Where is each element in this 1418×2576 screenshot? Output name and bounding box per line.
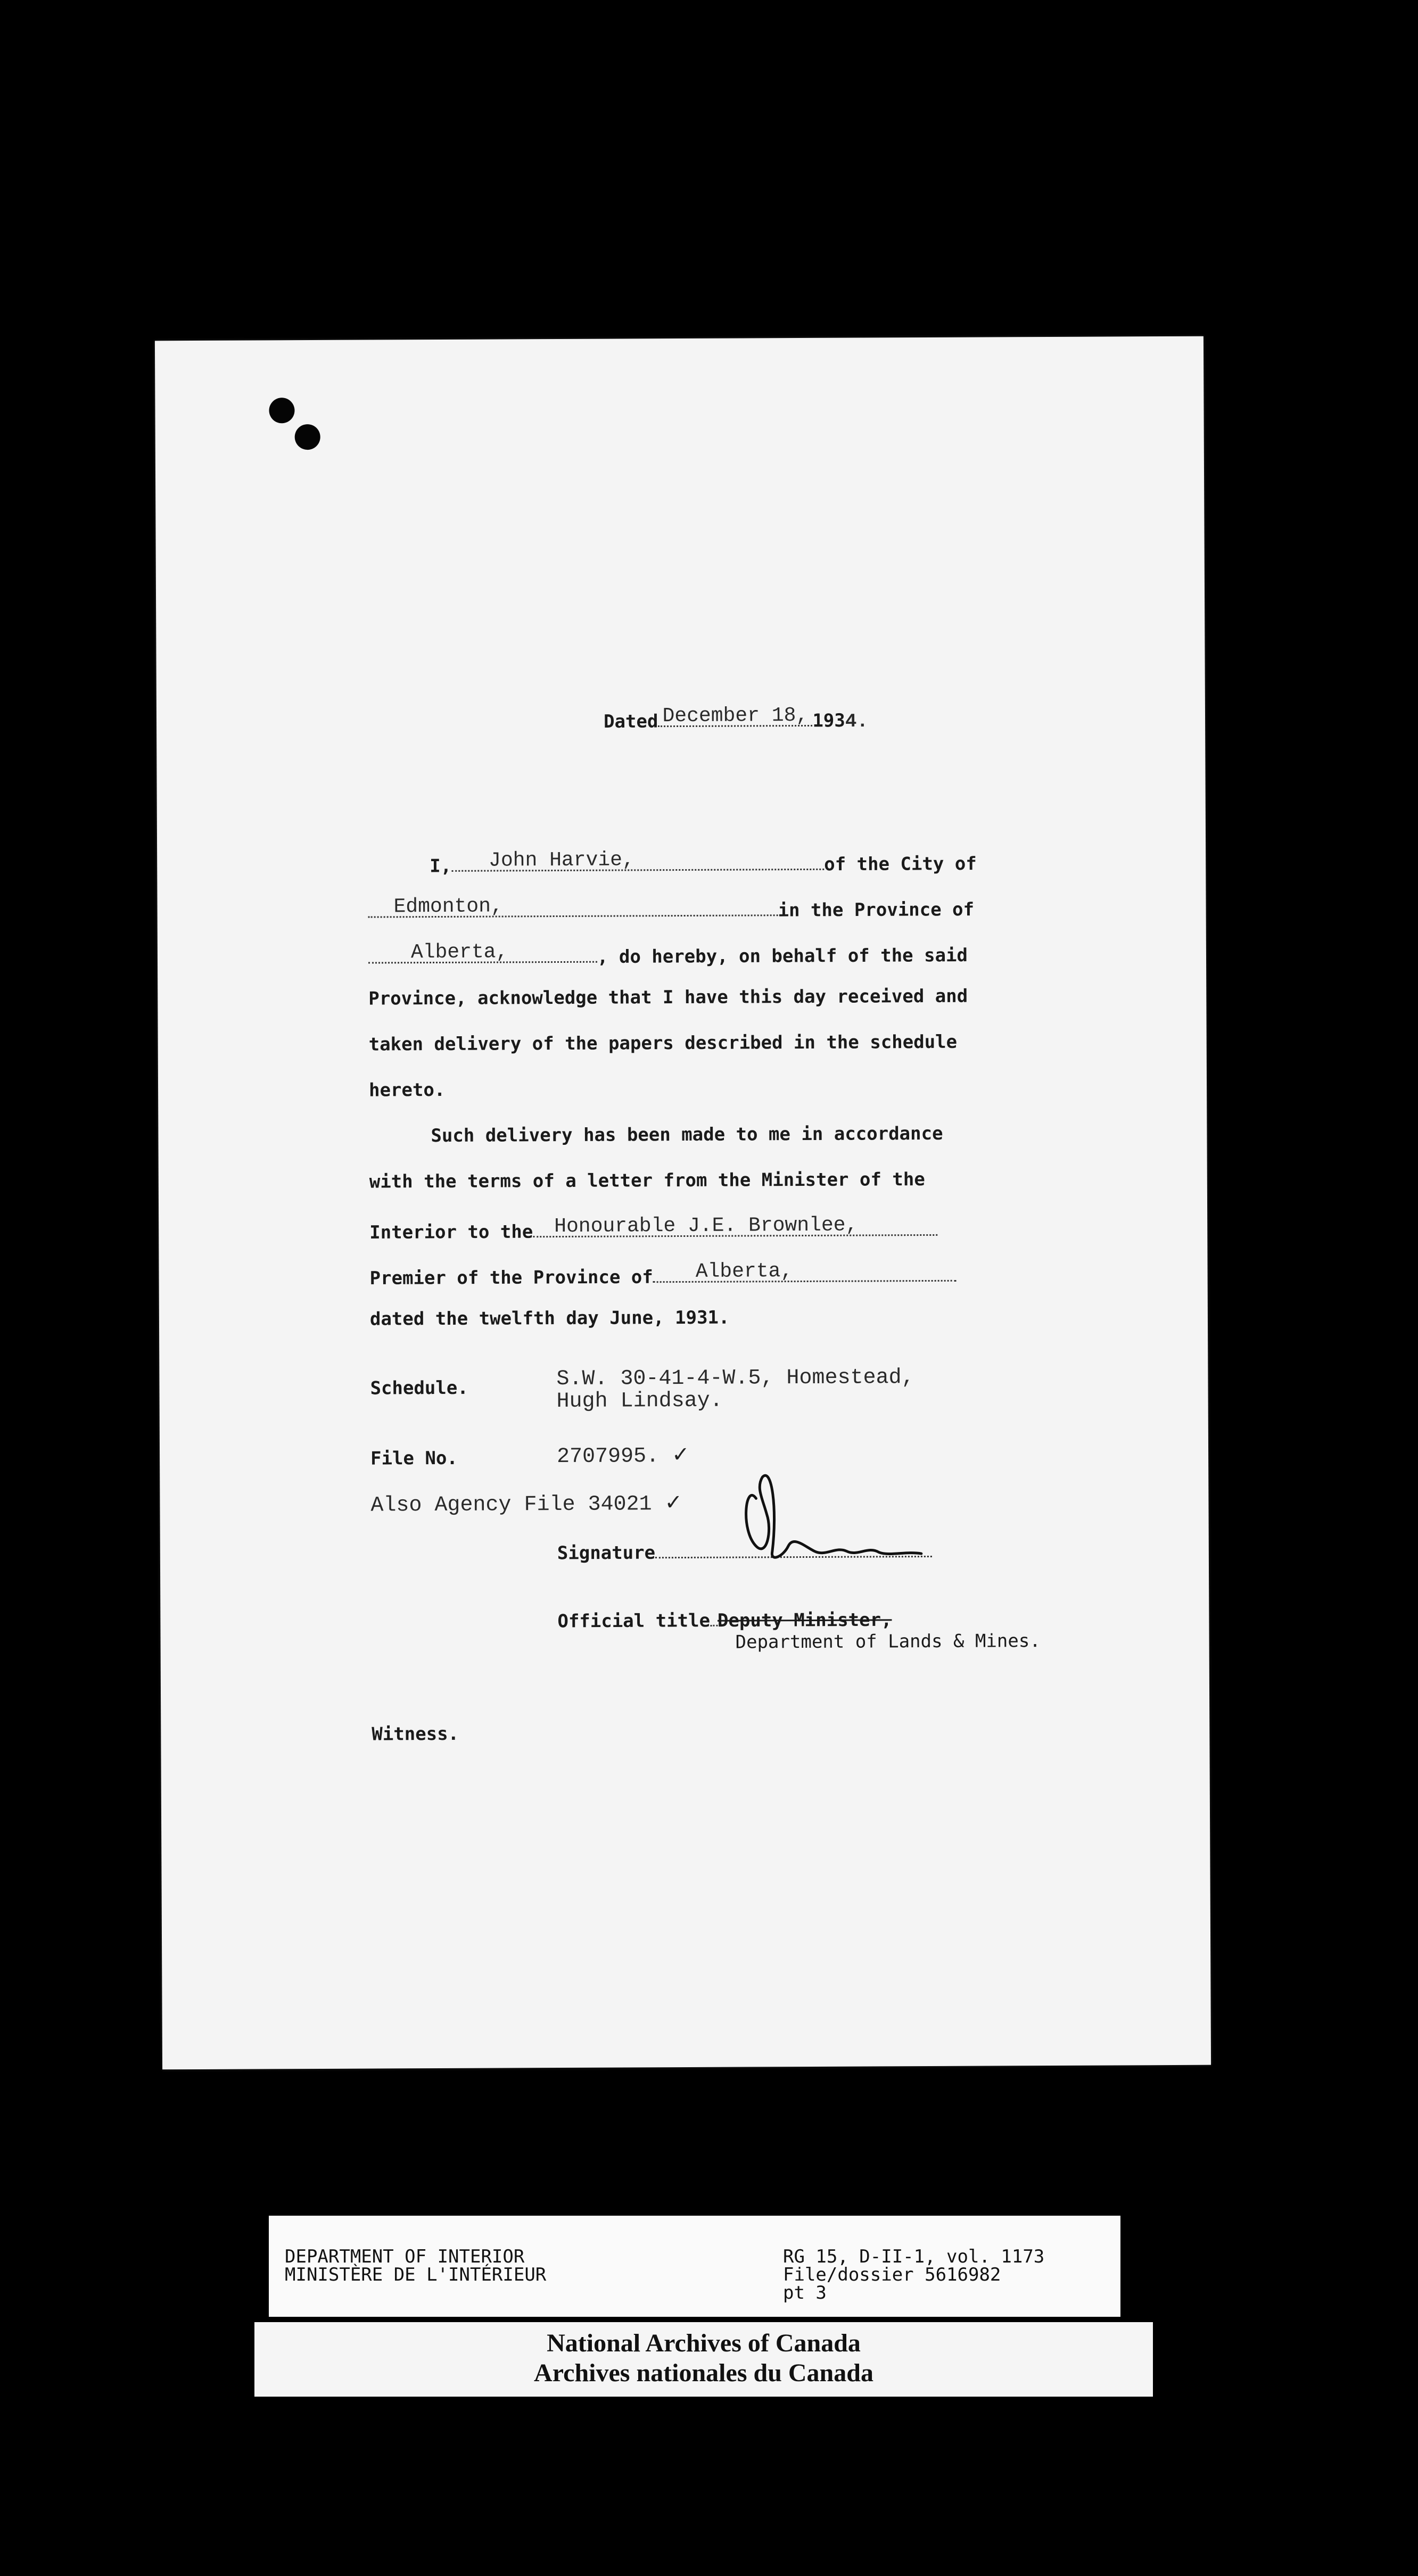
schedule-line-2: Hugh Lindsay. xyxy=(556,1389,723,1414)
province2-value: Alberta, xyxy=(695,1260,793,1283)
handwritten-signature xyxy=(735,1466,959,1573)
schedule-label: Schedule. xyxy=(370,1377,468,1399)
city-value: Edmonton, xyxy=(393,895,503,919)
dated-year-prefix: 193 xyxy=(812,710,845,732)
province2-field xyxy=(653,1260,957,1283)
rg-reference: RG 15, D-II-1, vol. 1173 xyxy=(783,2246,1045,2267)
premier-label: Premier of the Province of xyxy=(369,1266,653,1289)
file-number: 2707995. xyxy=(556,1444,659,1469)
official-title-department: Department of Lands & Mines. xyxy=(735,1630,1041,1653)
archive-reference-label xyxy=(269,2216,1120,2317)
body-line-5: taken delivery of the papers described in the schedule xyxy=(368,1031,958,1055)
i-label: I, xyxy=(430,855,452,877)
body-line-3 xyxy=(368,940,968,969)
official-title-label: Official title xyxy=(557,1610,711,1632)
addressee-field xyxy=(533,1215,937,1238)
name-value: John Harvie, xyxy=(489,848,634,872)
department-label-en: DEPARTMENT OF INTERIOR xyxy=(285,2246,525,2267)
signature-label: Signature xyxy=(557,1542,656,1564)
body-line-4: Province, acknowledge that I have this day received and xyxy=(368,985,968,1010)
check-mark-icon: ✓ xyxy=(664,1490,683,1515)
official-title-struck: Deputy Minister, xyxy=(717,1609,892,1632)
agency-file-line xyxy=(370,1490,682,1518)
witness-label: Witness. xyxy=(372,1723,459,1745)
addressee-value: Honourable J.E. Brownlee, xyxy=(554,1213,858,1239)
body-line-1 xyxy=(430,848,977,877)
file-number-line xyxy=(557,1442,690,1469)
check-mark-icon: ✓ xyxy=(672,1442,690,1467)
file-label: File No. xyxy=(370,1447,458,1469)
body-line-10 xyxy=(369,1260,956,1289)
archives-name-en: National Archives of Canada xyxy=(547,2329,861,2357)
national-archives-banner xyxy=(254,2322,1153,2397)
body-line-8: with the terms of a letter from the Minister of the xyxy=(369,1169,925,1193)
dated-label: Dated xyxy=(603,711,658,733)
dated-year-suffix: 4. xyxy=(845,710,869,733)
official-title-line xyxy=(557,1604,892,1632)
department-label-fr: MINISTÈRE DE L'INTÉRIEUR xyxy=(285,2264,547,2285)
body-line-11: dated the twelfth day June, 1931. xyxy=(369,1307,730,1330)
archives-name-fr: Archives nationales du Canada xyxy=(534,2359,873,2387)
body-line-9 xyxy=(369,1215,937,1243)
province-field xyxy=(368,942,597,964)
province-value: Alberta, xyxy=(410,940,508,964)
punch-hole xyxy=(269,398,294,423)
punch-hole xyxy=(295,424,320,450)
city-label: of the City of xyxy=(824,853,977,876)
province-label: in the Province of xyxy=(778,898,975,921)
official-title-leader xyxy=(710,1605,718,1626)
city-field xyxy=(368,895,778,918)
file-dossier-reference: File/dossier 5616982 xyxy=(783,2264,1001,2285)
body-line-3-text: , do hereby, on behalf of the said xyxy=(597,945,968,968)
body-line-7: Such delivery has been made to me in accordance xyxy=(431,1122,943,1147)
dated-date: December 18, xyxy=(662,704,809,728)
interior-label: Interior to the xyxy=(369,1221,533,1243)
body-line-6: hereto. xyxy=(368,1079,446,1101)
part-reference: pt 3 xyxy=(783,2282,827,2303)
body-line-2 xyxy=(368,894,974,923)
dated-line xyxy=(604,705,868,733)
name-field xyxy=(451,849,824,872)
document-page xyxy=(155,336,1211,2070)
schedule-line-1: S.W. 30-41-4-W.5, Homestead, xyxy=(556,1366,914,1392)
dated-date-field xyxy=(658,705,812,728)
agency-file: Also Agency File 34021 xyxy=(370,1492,652,1518)
